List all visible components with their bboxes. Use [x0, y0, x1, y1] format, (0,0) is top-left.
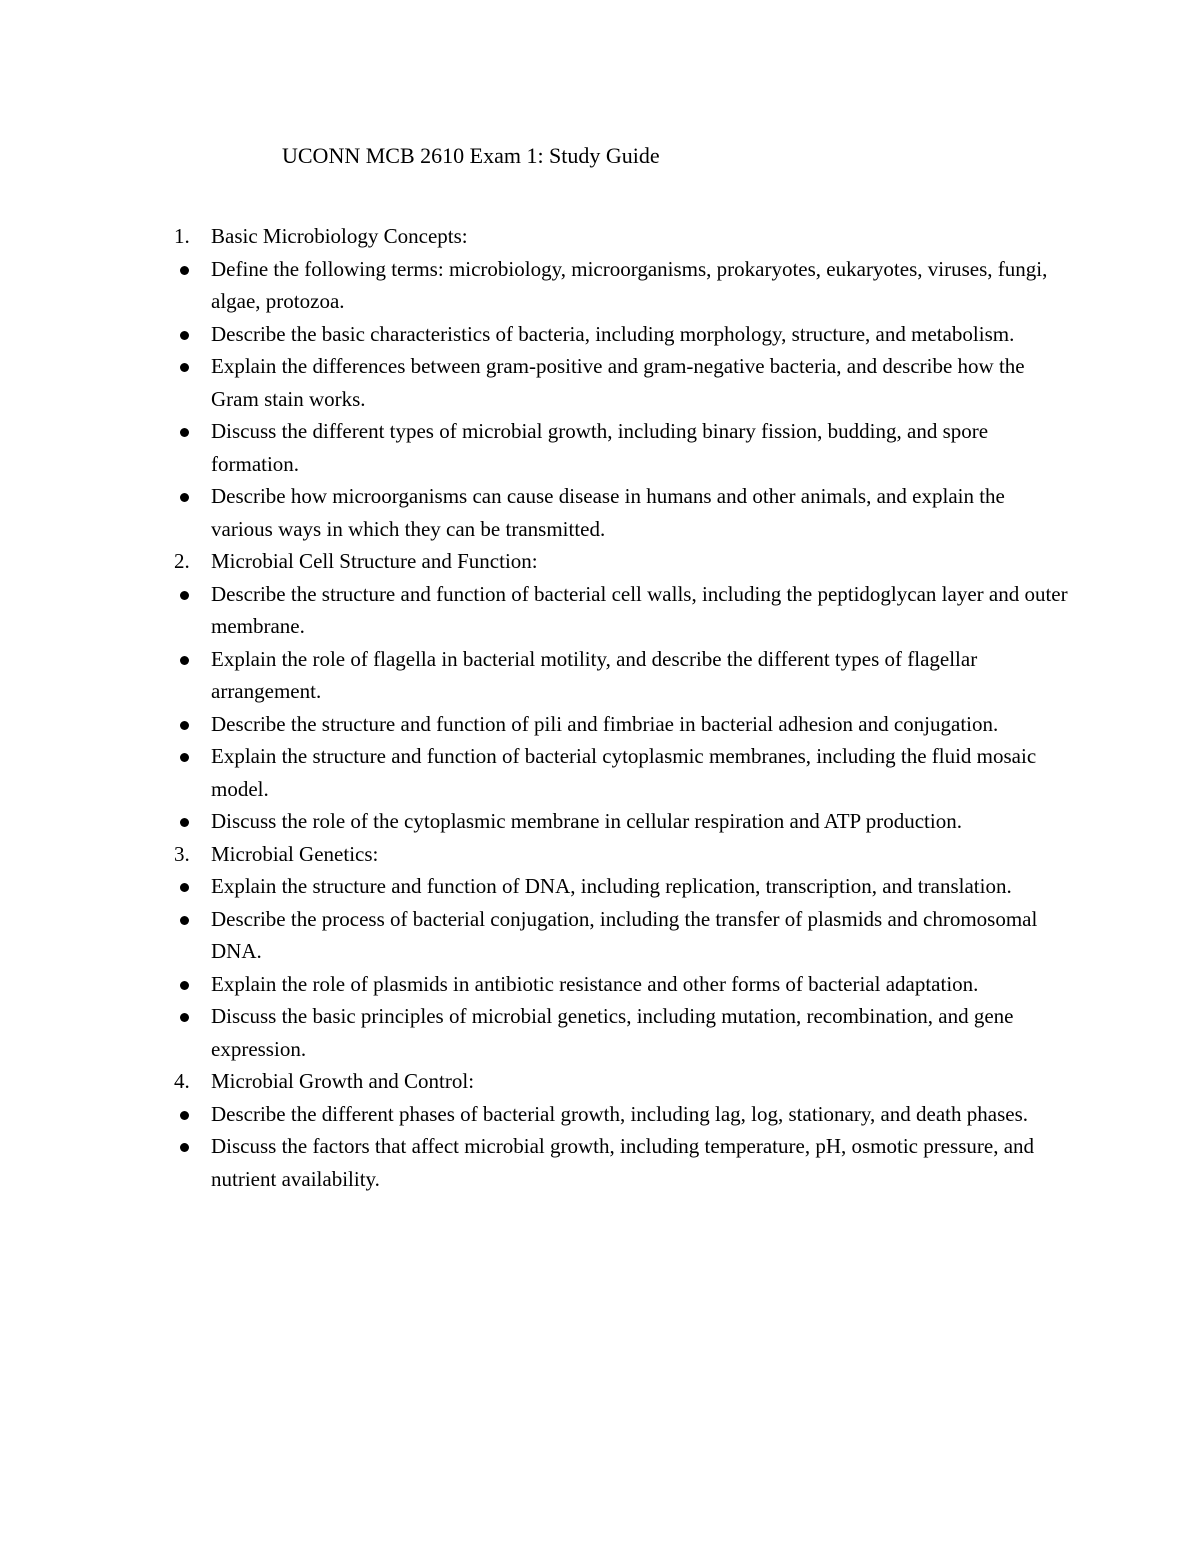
section-heading: [0, 545, 1071, 578]
list-item: [0, 318, 1071, 351]
section-heading-text: Microbial Cell Structure and Function:: [211, 549, 538, 573]
list-item-text: Explain the differences between gram-positive and gram-negative bacteria, and describe how the Gram stain works.: [211, 354, 1025, 411]
list-item: [0, 870, 1071, 903]
list-item-text: Discuss the factors that affect microbial growth, including temperature, pH, osmotic pressure, and nutrient availability.: [211, 1134, 1035, 1191]
bullet-icon: [180, 493, 189, 502]
list-item: [0, 1098, 1071, 1131]
list-item-text: Describe the basic characteristics of bacteria, including morphology, structure, and metabolism.: [211, 321, 1015, 346]
bullet-icon: [180, 981, 189, 990]
list-item: [0, 968, 1071, 1001]
bullet-icon: [180, 1143, 189, 1152]
section-number: 3.: [174, 841, 190, 866]
list-item-text: Describe the different phases of bacterial growth, including lag, log, stationary, and death phases.: [211, 1101, 1028, 1126]
list-item: [0, 1000, 1071, 1065]
bullet-icon: [180, 883, 189, 892]
list-item-text: Discuss the basic principles of microbial genetics, including mutation, recombination, and gene expression.: [211, 1004, 1014, 1061]
list-item-text: Explain the structure and function of DNA, including replication, transcription, and translation.: [211, 874, 1012, 898]
bullet-icon: [180, 721, 189, 730]
bullet-icon: [180, 656, 189, 665]
bullet-icon: [180, 818, 189, 827]
list-item-text: Describe the structure and function of bacterial cell walls, including the peptidoglycan layer and outer membrane.: [211, 581, 1068, 638]
study-guide-outline: [0, 220, 1200, 1195]
list-item: [0, 1130, 1071, 1195]
list-item: [0, 350, 1071, 415]
list-item-text: Define the following terms: microbiology, microorganisms, prokaryotes, eukaryotes, viruses, fungi, algae, protozoa.: [211, 256, 1048, 313]
bullet-icon: [180, 428, 189, 437]
section-number: 2.: [174, 549, 190, 573]
list-item-text: Describe the process of bacterial conjugation, including the transfer of plasmids and chromosomal DNA.: [211, 906, 1038, 963]
list-item-text: Discuss the role of the cytoplasmic membrane in cellular respiration and ATP production.: [211, 809, 962, 833]
bullet-icon: [180, 591, 189, 600]
list-item: [0, 708, 1071, 741]
list-item-text: Explain the role of plasmids in antibiotic resistance and other forms of bacterial adaptation.: [211, 971, 979, 996]
list-item: [0, 480, 1071, 545]
bullet-icon: [180, 1013, 189, 1022]
section-heading: [0, 1065, 1071, 1098]
list-item: [0, 578, 1071, 643]
list-item: [0, 415, 1071, 480]
bullet-icon: [180, 266, 189, 275]
list-item-text: Describe the structure and function of pili and fimbriae in bacterial adhesion and conjugation.: [211, 711, 999, 736]
section-heading-text: Microbial Genetics:: [211, 841, 379, 866]
bullet-icon: [180, 363, 189, 372]
list-item: [0, 253, 1071, 318]
section-heading-text: Basic Microbiology Concepts:: [211, 224, 468, 248]
list-item-text: Explain the role of flagella in bacterial motility, and describe the different types of flagellar arrangement.: [211, 646, 978, 703]
section-heading-text: Microbial Growth and Control:: [211, 1069, 475, 1093]
section-number: 4.: [174, 1069, 190, 1093]
bullet-icon: [180, 753, 189, 762]
list-item: [0, 643, 1071, 708]
list-item: [0, 805, 1071, 838]
section-heading: [0, 838, 1071, 871]
list-item: [0, 740, 1071, 805]
bullet-icon: [180, 331, 189, 340]
document-title: UCONN MCB 2610 Exam 1: Study Guide: [282, 143, 660, 168]
section-number: 1.: [174, 224, 190, 248]
bullet-icon: [180, 1111, 189, 1120]
list-item-text: Discuss the different types of microbial growth, including binary fission, budding, and spore formation.: [211, 419, 989, 476]
list-item-text: Describe how microorganisms can cause disease in humans and other animals, and explain the various ways in which they can be transmitted.: [211, 484, 1005, 541]
section-heading: [0, 220, 1071, 253]
list-item: [0, 903, 1071, 968]
list-item-text: Explain the structure and function of bacterial cytoplasmic membranes, including the fluid mosaic model.: [211, 744, 1037, 801]
bullet-icon: [180, 916, 189, 925]
